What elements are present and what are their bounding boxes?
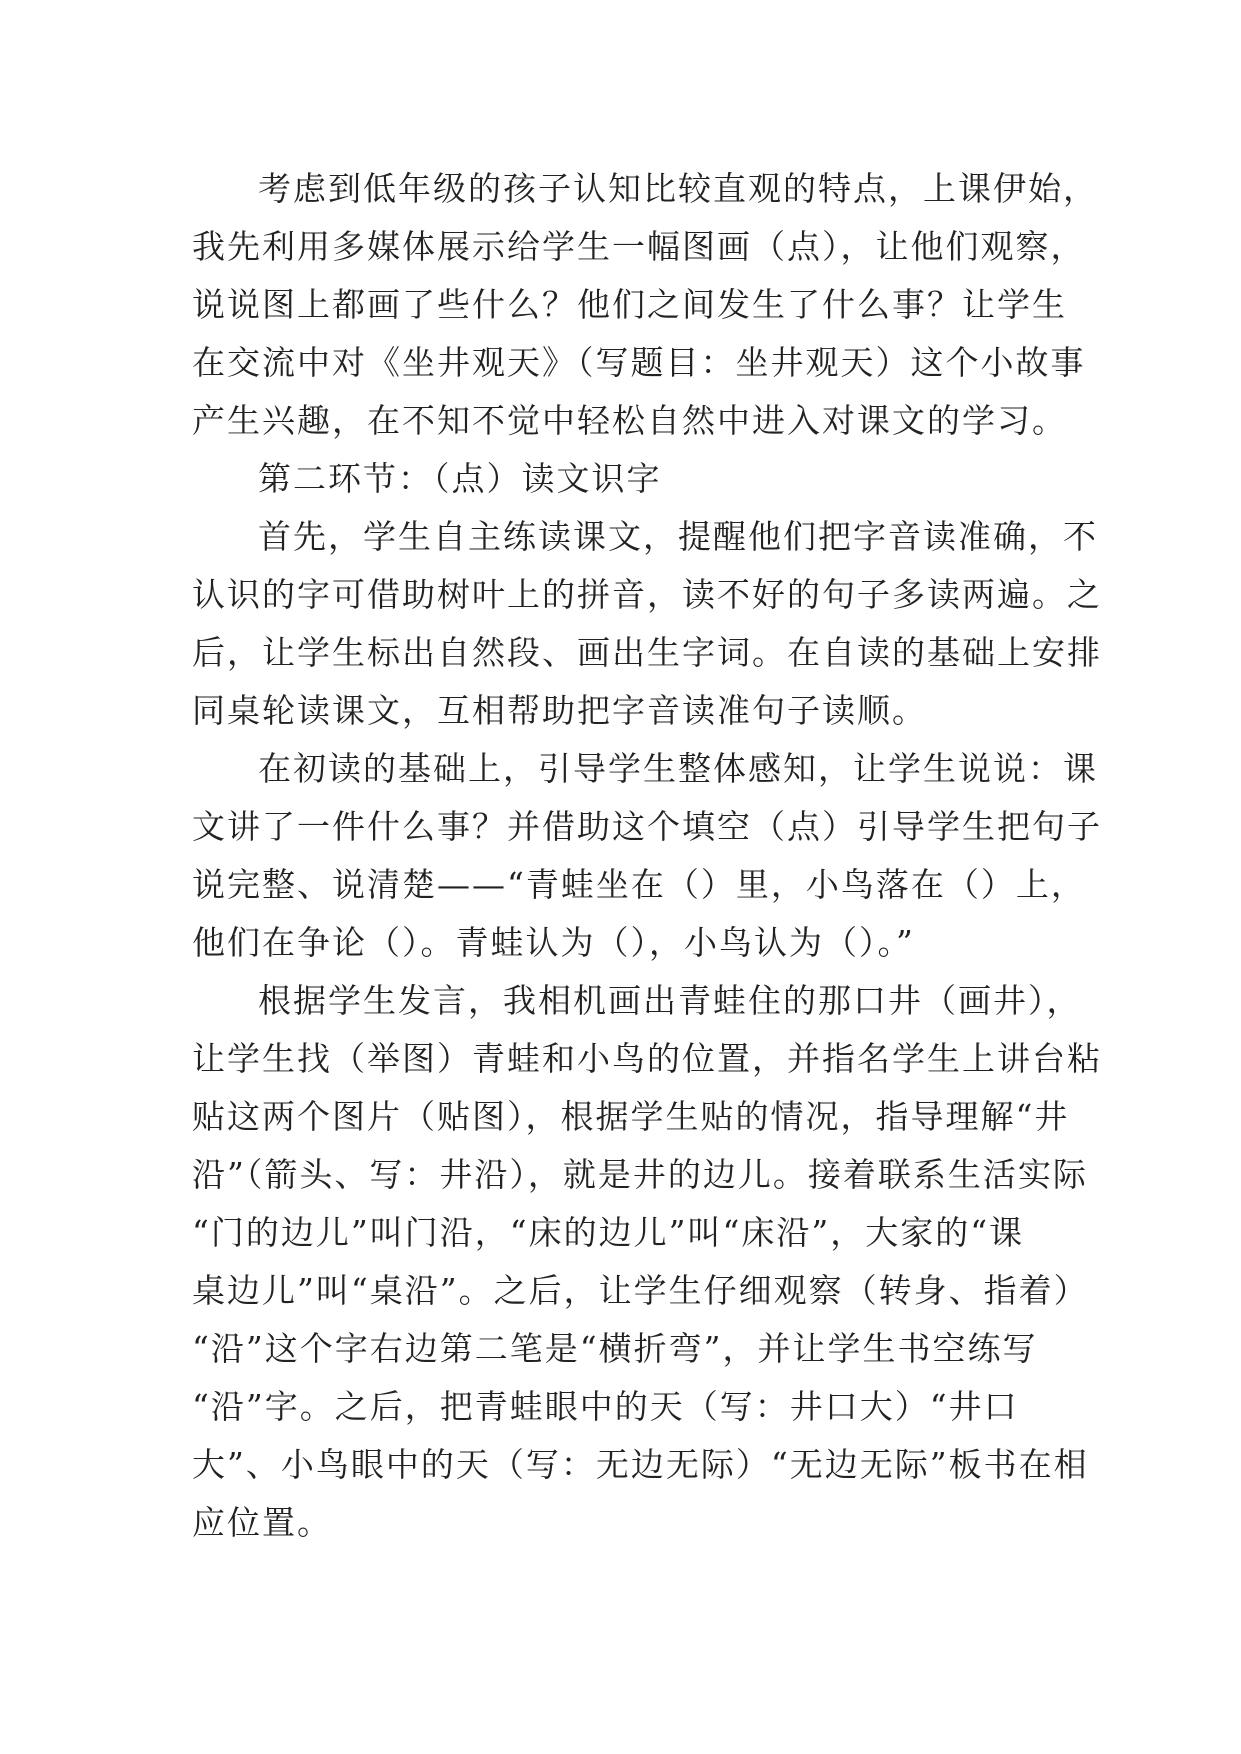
text-line: 后，让学生标出自然段、画出生字词。在自读的基础上安排 (192, 633, 1102, 672)
text-line: “门的边儿”叫门沿，“床的边儿”叫“床沿”，大家的“课 (192, 1213, 1025, 1252)
section-heading: 第二环节：（点）读文识字 (258, 459, 662, 498)
text-line: 文讲了一件什么事？并借助这个填空（点）引导学生把句子 (192, 807, 1102, 846)
text-line: 在初读的基础上，引导学生整体感知，让学生说说：课 (258, 749, 1098, 788)
text-line: 贴这两个图片（贴图），根据学生贴的情况，指导理解“井 (192, 1097, 1070, 1136)
text-line: 他们在争论（）。青蛙认为（），小鸟认为（）。” (192, 923, 915, 962)
text-line: 让学生找（举图）青蛙和小鸟的位置，并指名学生上讲台粘 (192, 1039, 1102, 1078)
text-line: 应位置。 (192, 1503, 332, 1542)
text-line: 大”、小鸟眼中的天（写：无边无际）“无边无际”板书在相 (192, 1445, 1089, 1484)
text-line: “沿”字。之后，把青蛙眼中的天（写：井口大）“井口 (192, 1387, 1019, 1426)
text-line: 说完整、说清楚——“青蛙坐在（）里，小鸟落在（）上， (192, 865, 1086, 904)
document-body (192, 160, 1102, 1552)
text-line: 我先利用多媒体展示给学生一幅图画（点），让他们观察， (192, 227, 1086, 266)
text-line: 在交流中对《坐井观天》（写题目：坐井观天）这个小故事 (192, 343, 1086, 382)
text-line: 根据学生发言，我相机画出青蛙住的那口井（画井）， (258, 981, 1082, 1020)
text-line: 同桌轮读课文，互相帮助把字音读准句子读顺。 (192, 691, 927, 730)
text-line: 沿”（箭头、写：井沿），就是井的边儿。接着联系生活实际 (192, 1155, 1088, 1194)
text-line: 产生兴趣，在不知不觉中轻松自然中进入对课文的学习。 (192, 401, 1067, 440)
text-line: 认识的字可借助树叶上的拼音，读不好的句子多读两遍。之 (192, 575, 1102, 614)
text-line: 说说图上都画了些什么？他们之间发生了什么事？让学生 (192, 285, 1067, 324)
text-line: “沿”这个字右边第二笔是“横折弯”，并让学生书空练写 (192, 1329, 1038, 1368)
text-line: 考虑到低年级的孩子认知比较直观的特点，上课伊始， (258, 169, 1098, 208)
text-line: 桌边儿”叫“桌沿”。之后，让学生仔细观察（转身、指着） (192, 1271, 1089, 1310)
text-line: 首先，学生自主练读课文，提醒他们把字音读准确，不 (258, 517, 1098, 556)
